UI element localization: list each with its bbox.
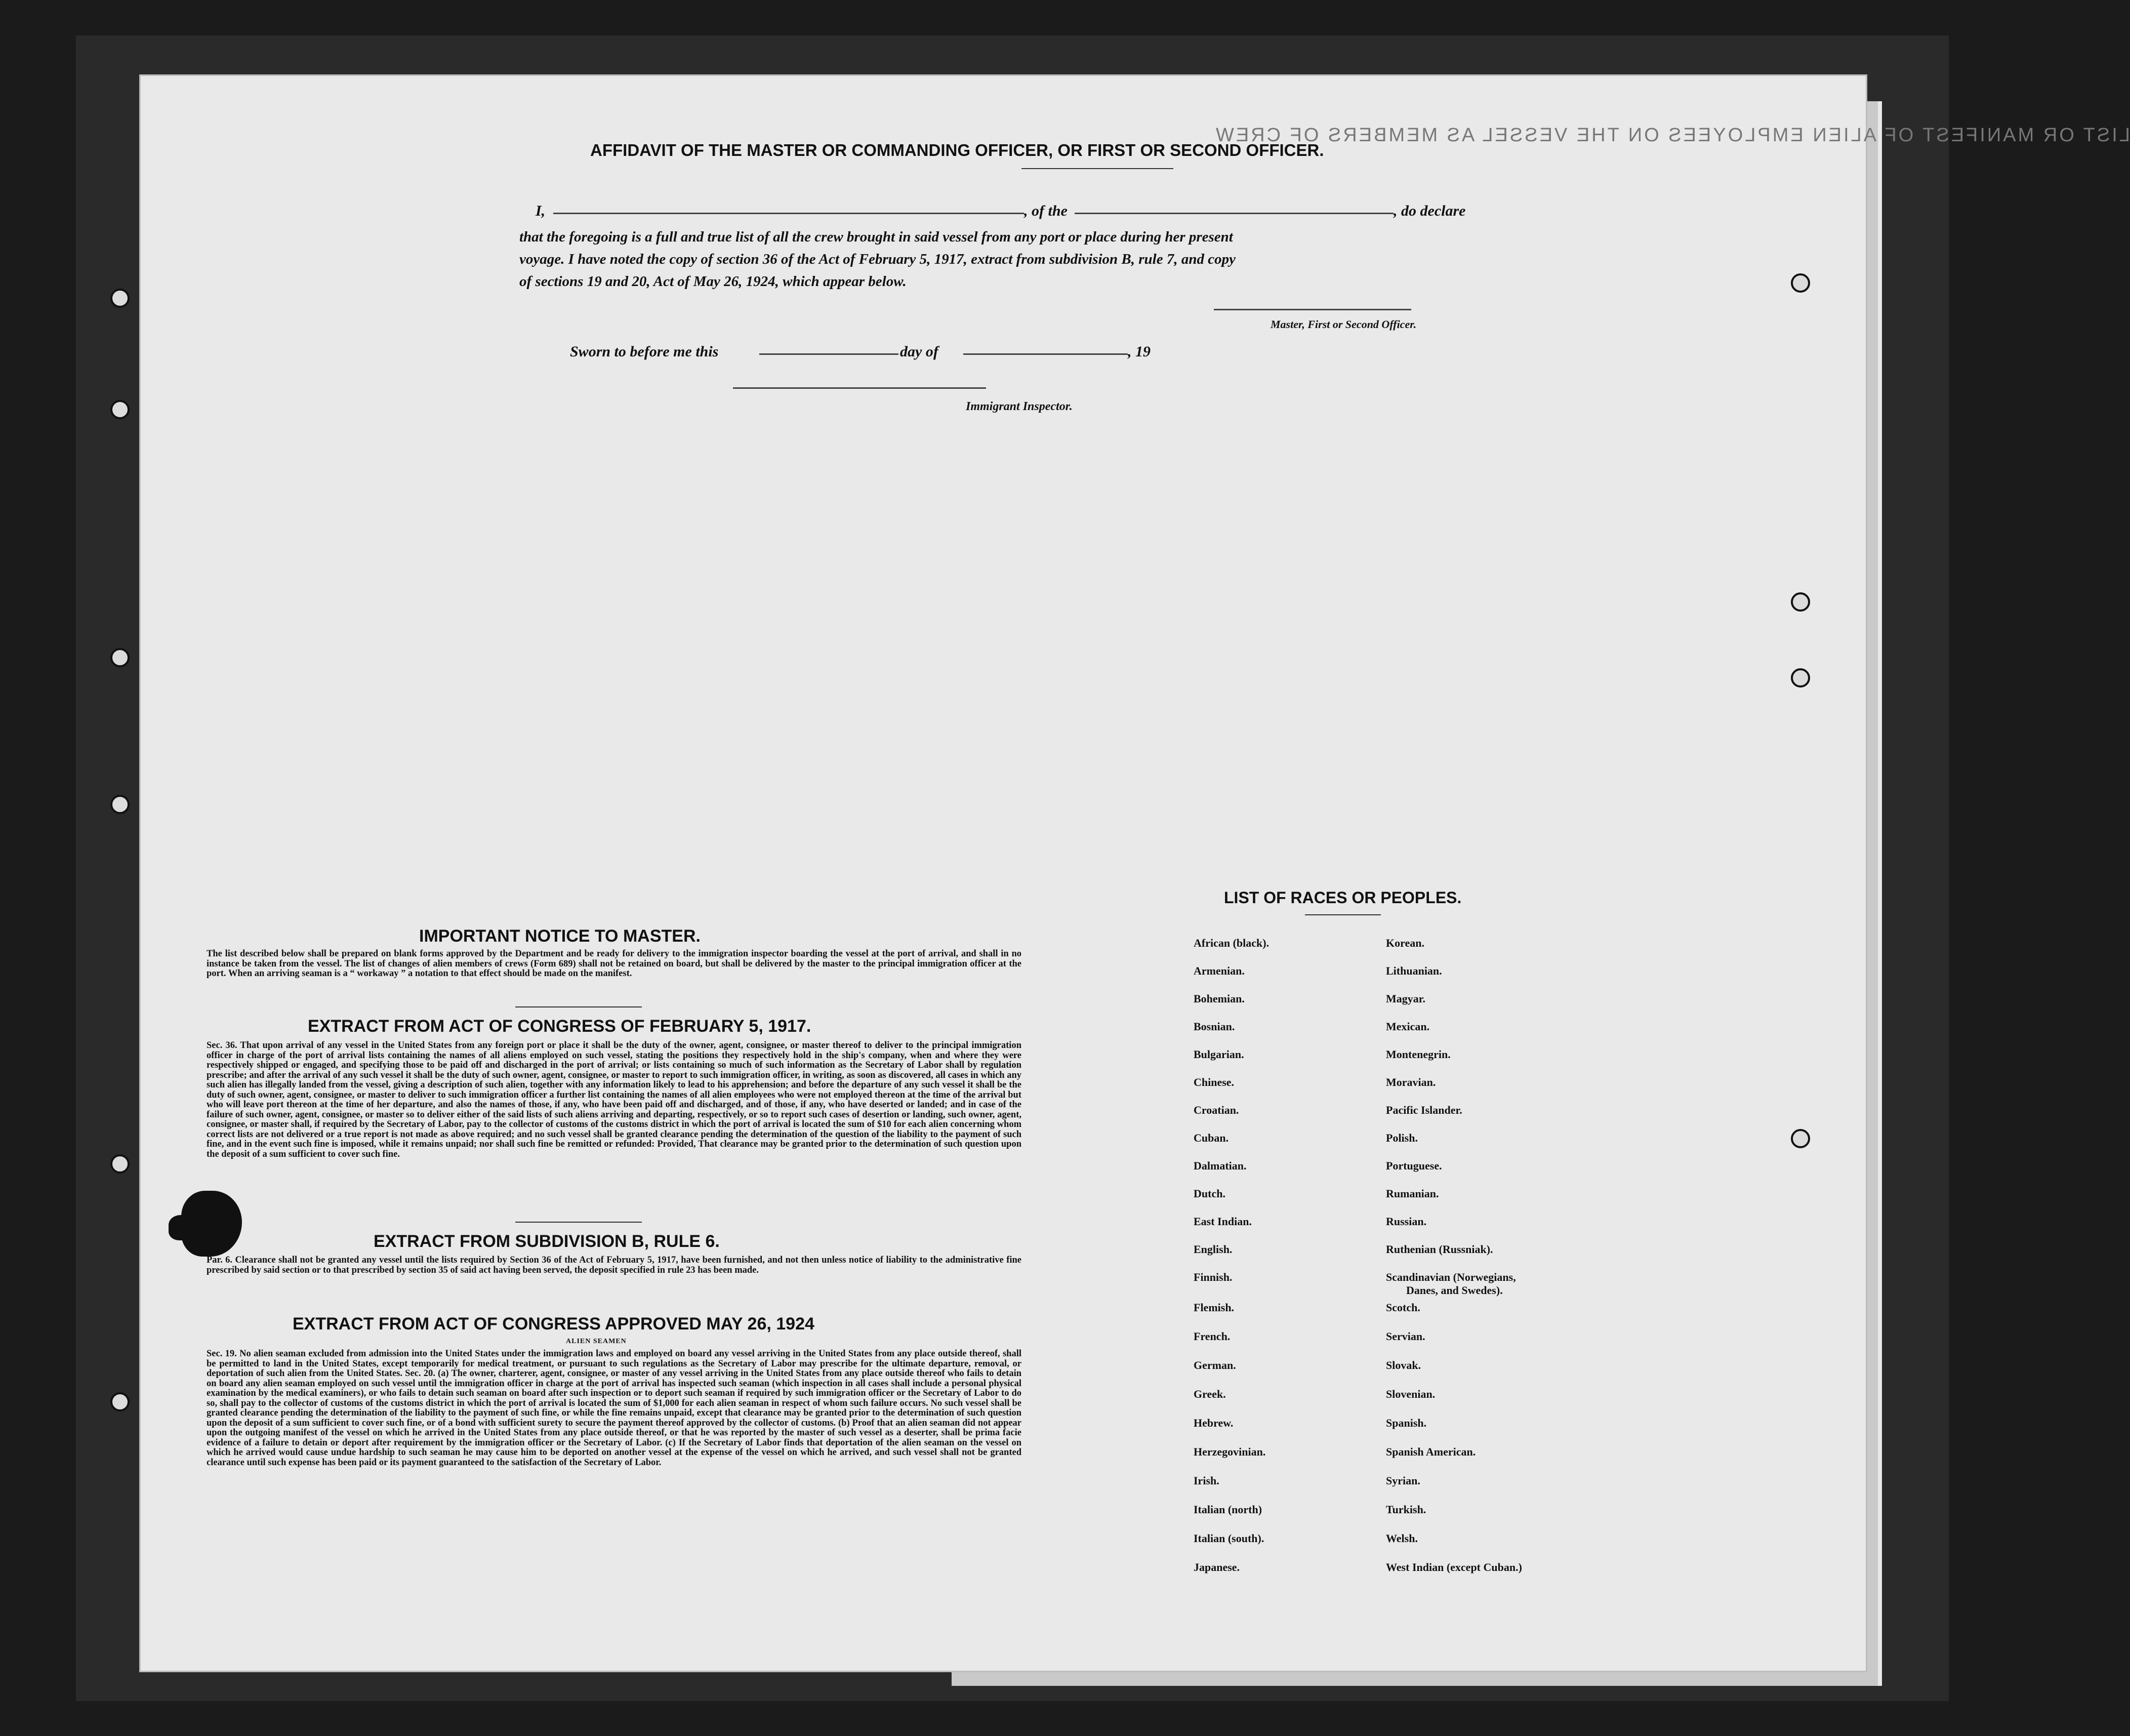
extract-1924-text: Sec. 19. No alien seaman excluded from admission into the United States under the immigration laws and employed on board any vessel arriving in the United States from any place outside thereof, shall be permitted to land in the United States, except temporarily for medical treatment, or pursuant to such regulations as the Secretary of Labor may prescribe for the ultimate departure, removal, or deportation of such alien from the United States. Sec. 20. (a) The owner, charterer, agent, consignee, or master of any vessel arriving in the United States from any place outside thereof who fails to detain on board any alien seaman employed on such vessel until the immigration officer in charge at the port of arrival has inspected such seaman (which inspection in all cases shall include a personal physical examination by the medical examiners), or who fails to detain such seaman on board after such inspection or to deport such seaman if required by such immigration officer or the Secretary of Labor to do so, shall pay to the collector of customs of the customs district in which the port of arrival is located the sum of $1,000 for each alien seaman in respect of whom such failure occurs. No such vessel shall be granted clearance pending the determination of the liability to the payment of such fine, or while the fine remains unpaid, except that clearance may be granted prior to the determination of such question upon the deposit of a sum sufficient to cover such fine, or of a bond with sufficient surety to secure the payment thereof approved by the collector of customs. (b) Proof that an alien seaman did not appear upon the outgoing manifest of the vessel on which he arrived in the United States from any place outside thereof, or that he was reported by the master of such vessel as a deserter, shall be prima facie evidence of a failure to detain or deport after requirement by the immigration officer or the Secretary of Labor. (c) If the Secretary of Labor finds that deportation of the alien seaman on the vessel on which he arrived would cause undue hardship to such seaman he may cause him to be deported on another vessel at the expense of the vessel on which he arrived, and such vessel shall not be granted clearance until such expense has been paid or its payment guaranteed to the satisfaction of the Secretary of Labor. xyxy=(207,1349,1021,1468)
race-item: Scandinavian (Norwegians, xyxy=(1386,1271,1516,1283)
race-item: Finnish. xyxy=(1194,1271,1233,1283)
race-item: Magyar. xyxy=(1386,992,1426,1005)
race-item: Turkish. xyxy=(1386,1503,1426,1516)
extract-1924-title: EXTRACT FROM ACT OF CONGRESS APPROVED MAY 26, 1924 xyxy=(293,1314,814,1334)
declarant-label: I, xyxy=(536,203,546,219)
race-item: Portuguese. xyxy=(1386,1159,1442,1172)
affidavit-body-line-1: that the foregoing is a full and true list of all the crew brought in said vessel from any port or place during her present xyxy=(519,229,1233,245)
punch-hole xyxy=(110,648,130,667)
race-item: Dutch. xyxy=(1194,1187,1225,1200)
divider xyxy=(515,1222,642,1223)
punch-hole xyxy=(1791,592,1810,612)
divider xyxy=(1305,914,1381,915)
year-label: , 19 xyxy=(1128,343,1151,360)
race-item: German. xyxy=(1194,1359,1236,1371)
affidavit-body-line-2: voyage. I have noted the copy of section 36 of the Act of February 5, 1917, extract from subdivision B, rule 7, and copy xyxy=(519,251,1236,267)
do-declare-label: , do declare xyxy=(1394,203,1466,219)
race-item: Korean. xyxy=(1386,937,1424,949)
subdivision-title: EXTRACT FROM SUBDIVISION B, RULE 6. xyxy=(374,1232,720,1251)
race-item: Greek. xyxy=(1194,1388,1226,1400)
sworn-day-field[interactable] xyxy=(759,353,898,355)
race-item: Polish. xyxy=(1386,1132,1418,1144)
race-item: Spanish American. xyxy=(1386,1445,1476,1458)
inspector-label: Immigrant Inspector. xyxy=(966,400,1073,413)
race-item: French. xyxy=(1194,1330,1231,1343)
race-item: Slovenian. xyxy=(1386,1388,1436,1400)
bleed-through-heading: LIST OR MANIFEST OF ALIEN EMPLOYEES ON THE VESSEL AS MEMBERS OF CREW xyxy=(1214,125,2130,146)
race-item: Pacific Islander. xyxy=(1386,1104,1462,1116)
document-page xyxy=(141,76,2130,1671)
race-item: Italian (north) xyxy=(1194,1503,1262,1516)
race-item: Flemish. xyxy=(1194,1301,1235,1314)
inspector-signature-field[interactable] xyxy=(733,387,986,389)
race-item: Bosnian. xyxy=(1194,1020,1235,1033)
race-item: Italian (south). xyxy=(1194,1532,1264,1545)
race-item: Bulgarian. xyxy=(1194,1048,1244,1061)
race-item: Lithuanian. xyxy=(1386,964,1442,977)
race-item: Spanish. xyxy=(1386,1417,1427,1429)
sworn-month-field[interactable] xyxy=(963,353,1128,355)
extract-1917-title: EXTRACT FROM ACT OF CONGRESS OF FEBRUARY 5, 1917. xyxy=(308,1017,811,1036)
race-item: Moravian. xyxy=(1386,1076,1436,1088)
of-the-label: , of the xyxy=(1024,203,1068,219)
race-item: Danes, and Swedes). xyxy=(1406,1284,1503,1297)
affidavit-title: AFFIDAVIT OF THE MASTER OR COMMANDING OFFICER, OR FIRST OR SECOND OFFICER. xyxy=(590,141,1324,159)
notice-text: The list described below shall be prepared on blank forms approved by the Department and be ready for delivery to the immigration inspector boarding the vessel at the port of arrival, and shall in no instance be taken from the vessel. The list of changes of alien members of crews (Form 689) shall not be retained on board, but shall be delivered by the master to the principal immigration officer at the port. When an arriving seaman is a “ workaway ” a notation to that effect should be made on the manifest. xyxy=(207,949,1021,979)
sworn-label: Sworn to before me this xyxy=(570,343,719,360)
punch-hole xyxy=(110,1154,130,1174)
title-underline xyxy=(1021,168,1173,169)
punch-hole xyxy=(110,795,130,814)
race-item: Slovak. xyxy=(1386,1359,1421,1371)
vessel-name-field[interactable] xyxy=(1075,213,1394,214)
race-item: West Indian (except Cuban.) xyxy=(1386,1561,1522,1573)
master-signature-label: Master, First or Second Officer. xyxy=(1271,318,1417,331)
day-of-label: day of xyxy=(900,343,938,360)
race-item: Bohemian. xyxy=(1194,992,1245,1005)
extract-1917-text: Sec. 36. That upon arrival of any vessel in the United States from any foreign port or place it shall be the duty of the owner, agent, consignee, or master thereof to deliver to the principal immigration officer in charge of the port of arrival lists containing the names of all aliens employed on such vessel, stating the positions they respectively hold in the ship's company, when and where they were respectively shipped or engaged, and specifying those to be paid off and discharged in the port of arrival; or lists containing so much of such information as the Secretary of Labor shall by regulation prescribe; and after the arrival of any such vessel it shall be the duty of such owner, agent, consignee, or master to report to such immigration officer, in writing, as soon as discovered, all cases in which any such alien has illegally landed from the vessel, giving a description of such alien, together with any information likely to lead to his apprehension; and before the departure of any such vessel it shall be the duty of such owner, agent, consignee, or master to deliver to such immigration officer a further list containing the names of all alien employees who were not employed thereon at the time of the arrival but who will leave port thereon at the time of her departure, and also the names of those, if any, who have been paid off and discharged, and of those, if any, who have deserted or landed; and in case of the failure of such owner, agent, consignee, or master so to deliver either of the said lists of such aliens arriving and departing, respectively, or so to report such cases of desertion or landing, such owner, agent, consignee, or master shall, if required by the Secretary of Labor, pay to the collector of customs of the customs district in which the port of arrival is located the sum of $10 for each alien concerning whom correct lists are not delivered or a true report is not made as above required; and no such vessel shall be granted clearance pending the determination of the question of the liability to the payment of such fine, and in the event such fine is imposed, while it remains unpaid; nor shall such fine be remitted or refunded: Provided, That clearance may be granted prior to the determination of such question upon the deposit of a sum sufficient to cover such fine. xyxy=(207,1040,1021,1159)
alien-seamen-subtitle: ALIEN SEAMEN xyxy=(566,1338,627,1345)
race-item: African (black). xyxy=(1194,937,1269,949)
punch-hole xyxy=(110,289,130,308)
punch-hole xyxy=(1791,273,1810,293)
affidavit-body-line-3: of sections 19 and 20, Act of May 26, 1924, which appear below. xyxy=(519,273,907,290)
race-item: Cuban. xyxy=(1194,1132,1229,1144)
race-item: Dalmatian. xyxy=(1194,1159,1247,1172)
race-item: Montenegrin. xyxy=(1386,1048,1451,1061)
race-item: Herzegovinian. xyxy=(1194,1445,1266,1458)
punch-hole xyxy=(110,400,130,419)
punch-hole xyxy=(1791,1129,1810,1148)
race-item: Scotch. xyxy=(1386,1301,1420,1314)
race-item: Servian. xyxy=(1386,1330,1425,1343)
race-item: Rumanian. xyxy=(1386,1187,1439,1200)
race-item: Irish. xyxy=(1194,1474,1219,1487)
declarant-name-field[interactable] xyxy=(553,213,1024,214)
race-item: Russian. xyxy=(1386,1215,1427,1228)
race-item: Mexican. xyxy=(1386,1020,1430,1033)
race-item: Welsh. xyxy=(1386,1532,1418,1545)
notice-title: IMPORTANT NOTICE TO MASTER. xyxy=(419,926,701,946)
race-item: Croatian. xyxy=(1194,1104,1239,1116)
subdivision-text: Par. 6. Clearance shall not be granted any vessel until the lists required by Section 36 of the Act of February 5, 1917, have been furnished, and not then unless notice of liability to the administrative fine prescribed by said section or to that prescribed by section 35 of said act having been served, the deposit specified in rule 23 has been made. xyxy=(207,1255,1021,1275)
race-item: Hebrew. xyxy=(1194,1417,1234,1429)
race-item: Chinese. xyxy=(1194,1076,1235,1088)
master-signature-field[interactable] xyxy=(1214,309,1411,310)
race-item: East Indian. xyxy=(1194,1215,1252,1228)
punch-hole xyxy=(110,1392,130,1411)
punch-hole xyxy=(1791,668,1810,688)
race-item: English. xyxy=(1194,1243,1233,1256)
race-item: Armenian. xyxy=(1194,964,1245,977)
race-item: Ruthenian (Russniak). xyxy=(1386,1243,1493,1256)
divider xyxy=(515,1006,642,1007)
race-item: Japanese. xyxy=(1194,1561,1240,1573)
race-item: Syrian. xyxy=(1386,1474,1420,1487)
races-title: LIST OF RACES OR PEOPLES. xyxy=(1224,889,1462,907)
